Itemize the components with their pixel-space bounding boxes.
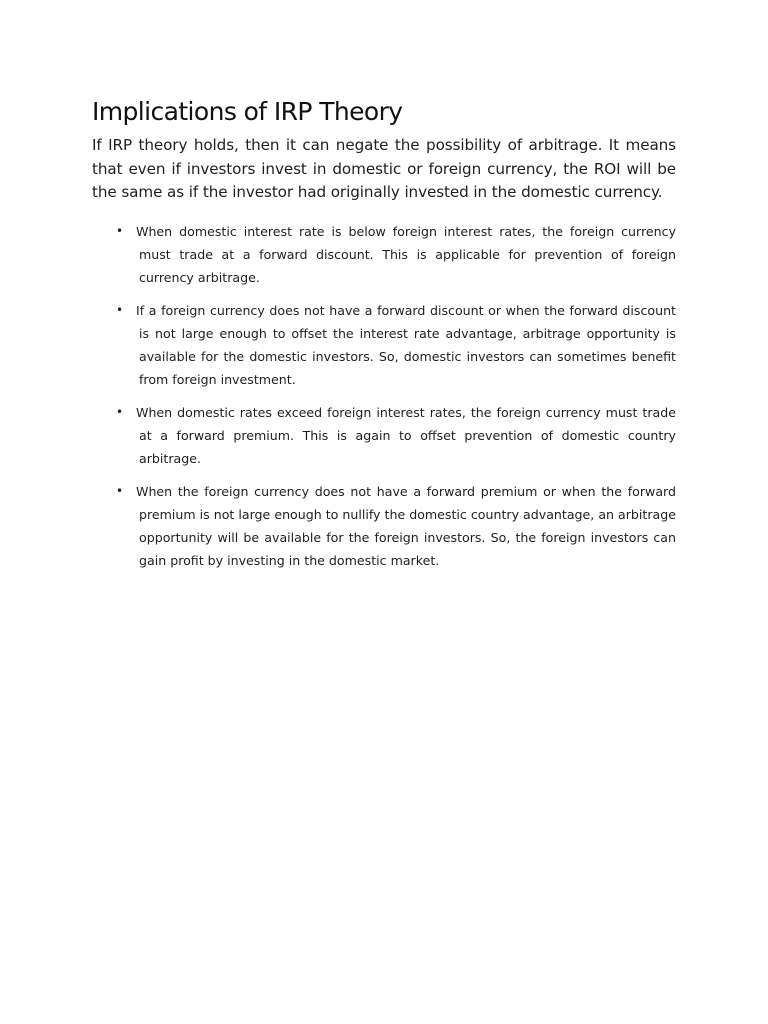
bullet-icon: •	[116, 483, 124, 498]
list-item-text: When the foreign currency does not have a forward premium or when the forward premium is not large enough to nullify the domestic country advantage, an arbitrage opportunity will be available for the foreign investors. So, the foreign investors can gain profit by investing in the domestic market.	[136, 483, 676, 568]
document-page	[92, 96, 676, 582]
list-item	[92, 220, 676, 289]
list-item-text: If a foreign currency does not have a forward discount or when the forward discount is not large enough to offset the interest rate advantage, arbitrage opportunity is available for the domestic investors. So, domestic investors can sometimes benefit from foreign investment.	[136, 302, 676, 387]
list-item-text: When domestic rates exceed foreign interest rates, the foreign currency must trade at a forward premium. This is again to offset prevention of domestic country arbitrage.	[136, 404, 676, 466]
bullet-list	[92, 220, 676, 572]
list-item	[92, 401, 676, 470]
list-item	[92, 299, 676, 391]
list-item	[92, 480, 676, 572]
intro-paragraph: If IRP theory holds, then it can negate the possibility of arbitrage. It means that even if investors invest in domestic or foreign currency, the ROI will be the same as if the investor had originally invested in the domestic currency.	[92, 136, 676, 201]
bullet-icon: •	[116, 302, 124, 317]
bullet-icon: •	[116, 223, 124, 238]
page-title: Implications of IRP Theory	[92, 97, 403, 126]
list-item-text: When domestic interest rate is below foreign interest rates, the foreign currency must trade at a forward discount. This is applicable for prevention of foreign currency arbitrage.	[136, 223, 676, 285]
bullet-icon: •	[116, 404, 124, 419]
